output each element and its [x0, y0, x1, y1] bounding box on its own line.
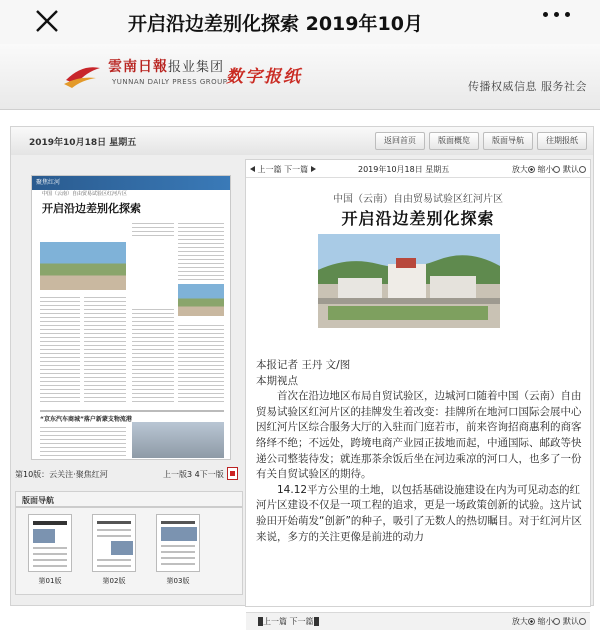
article-nav — [250, 164, 316, 175]
brand-name — [108, 56, 224, 76]
text-column — [84, 294, 126, 404]
thumbnail-caption: 第02版 — [102, 577, 126, 585]
paragraph: 14.12平方公里的土地，以包括基础设施建设在内为可见动态的红河片区建设不仅是一项工程的追求，更是一场政策创新的试验。这片试验田开始萌发“创新”的种子，吸引了无数人的热切瞩目。对于红河片区来说，多方的关注更像是前进的动力 — [256, 483, 582, 543]
prev-article-link[interactable]: 上一篇 — [257, 165, 282, 174]
page-view — [15, 165, 243, 595]
brand-group: 报业集团 — [168, 60, 225, 75]
page-kicker: 中国（云南）自由贸易试验区红河片区 — [42, 191, 128, 197]
pdf-icon[interactable] — [227, 467, 238, 480]
text-column — [132, 220, 174, 238]
page-prev-next[interactable]: 上一版3 4下一版 — [163, 470, 224, 479]
close-icon[interactable] — [34, 8, 60, 34]
thumbnail-image — [92, 514, 136, 572]
next-article-link[interactable]: 下一篇 — [289, 617, 314, 626]
paragraph: 首次在沿边地区布局自贸试验区，边城河口随着中国（云南）自由贸易试验区红河片区的挂牌发生着改变：挂牌所在地河口国际会展中心因红河片区综合服务大厅的入驻而门庭若市，前来咨询招商惠利的商客络绎不绝；不远处，跨境电商产业园正拔地而起，中通国际、邮政等快递公司整装待发；就连那茶余饭后坐在河边乘凉的河口人，也多了一份有关自贸试验区的期待。 — [256, 390, 582, 481]
page-bottom-headline: “京东汽车商城”落户新蒙支物流港 — [40, 416, 132, 423]
zoom-default-radio[interactable] — [579, 166, 586, 173]
layout-nav-button[interactable]: 版面导航 — [483, 132, 533, 150]
layout-navigation — [15, 491, 243, 595]
divider — [16, 506, 242, 508]
article-body — [256, 358, 582, 545]
masthead — [0, 44, 600, 110]
zoom-out-radio[interactable] — [553, 166, 560, 173]
page-thumbnail[interactable] — [154, 514, 202, 586]
next-arrow-icon[interactable] — [311, 166, 316, 172]
layout-nav-label: 版面导航 — [22, 496, 54, 505]
text-column — [178, 322, 224, 402]
text-column — [132, 306, 174, 402]
article-nav-bottom — [258, 616, 319, 627]
thumbnail-image — [156, 514, 200, 572]
past-issues-button[interactable]: 往期报纸 — [537, 132, 587, 150]
zoom-controls — [512, 164, 586, 175]
byline: 本报记者 王丹 文/图 — [256, 359, 351, 371]
brand-name-en: YUNNAN DAILY PRESS GROUP — [112, 78, 228, 86]
more-options-icon[interactable] — [543, 12, 570, 17]
date-bar — [11, 127, 593, 155]
top-nav — [375, 132, 587, 150]
article-date: 2019年10月18日 星期五 — [358, 165, 450, 174]
text-column — [178, 220, 224, 280]
thumbnail-caption: 第03版 — [166, 577, 190, 585]
prev-arrow-icon[interactable] — [250, 166, 255, 172]
article-panel — [245, 159, 591, 626]
window-title: 开启沿边差别化探索 2019年10月 — [128, 13, 423, 35]
zoom-default-label: 默认 — [563, 617, 579, 626]
brand-name-cn: 雲南日報 — [108, 59, 168, 75]
next-arrow-icon[interactable] — [314, 617, 319, 626]
home-button[interactable]: 返回首页 — [375, 132, 425, 150]
zoom-default-radio[interactable] — [579, 618, 586, 625]
section-label: 本期视点 — [256, 374, 298, 387]
page-section-name: 聚焦红河 — [36, 179, 61, 186]
prev-article-link[interactable]: 上一篇 — [263, 617, 287, 626]
page-section-header — [32, 176, 230, 190]
reader-frame — [10, 126, 594, 626]
next-article-link[interactable]: 下一篇 — [284, 165, 309, 174]
page-photo — [132, 422, 224, 458]
page-info-bar — [15, 467, 243, 483]
zoom-in-label: 放大 — [511, 617, 528, 626]
text-column — [40, 294, 80, 404]
newspaper-page-image[interactable] — [31, 175, 231, 460]
app-bar — [0, 0, 600, 44]
zoom-controls-bottom — [512, 616, 586, 627]
zoom-out-label: 缩小 — [537, 617, 554, 626]
page-thumbnail[interactable] — [90, 514, 138, 586]
page-headline: 开启沿边差别化探索 — [42, 202, 141, 215]
layout-overview-button[interactable]: 版面概览 — [429, 132, 479, 150]
text-column — [40, 424, 126, 458]
article-toolbar — [246, 160, 590, 178]
page-photo — [40, 242, 126, 290]
press-group-logo-icon — [62, 58, 104, 92]
page-thumbnail[interactable] — [26, 514, 74, 586]
slogan: 传播权威信息 服务社会 — [468, 80, 587, 93]
zoom-default-label: 默认 — [563, 165, 579, 174]
zoom-in-radio[interactable] — [528, 618, 535, 625]
page-photo — [178, 284, 224, 316]
digital-newspaper-label: 数字报纸 — [226, 67, 302, 87]
article-headline: 开启沿边差别化探索 — [341, 209, 495, 228]
zoom-out-label: 缩小 — [537, 165, 554, 174]
zoom-out-radio[interactable] — [553, 618, 560, 625]
thumbnail-caption: 第01版 — [38, 577, 62, 585]
article-kicker: 中国（云南）自由贸易试验区红河片区 — [333, 194, 503, 205]
page-thumbnails — [26, 514, 202, 586]
article-bottom-bar — [246, 612, 590, 630]
page-label: 第10版：云关注·聚焦红河 — [15, 470, 108, 479]
issue-date: 2019年10月18日 星期五 — [29, 138, 137, 148]
divider — [40, 410, 224, 412]
article-photo — [318, 234, 500, 328]
zoom-in-radio[interactable] — [528, 166, 535, 173]
zoom-in-label: 放大 — [511, 165, 528, 174]
thumbnail-image — [28, 514, 72, 572]
